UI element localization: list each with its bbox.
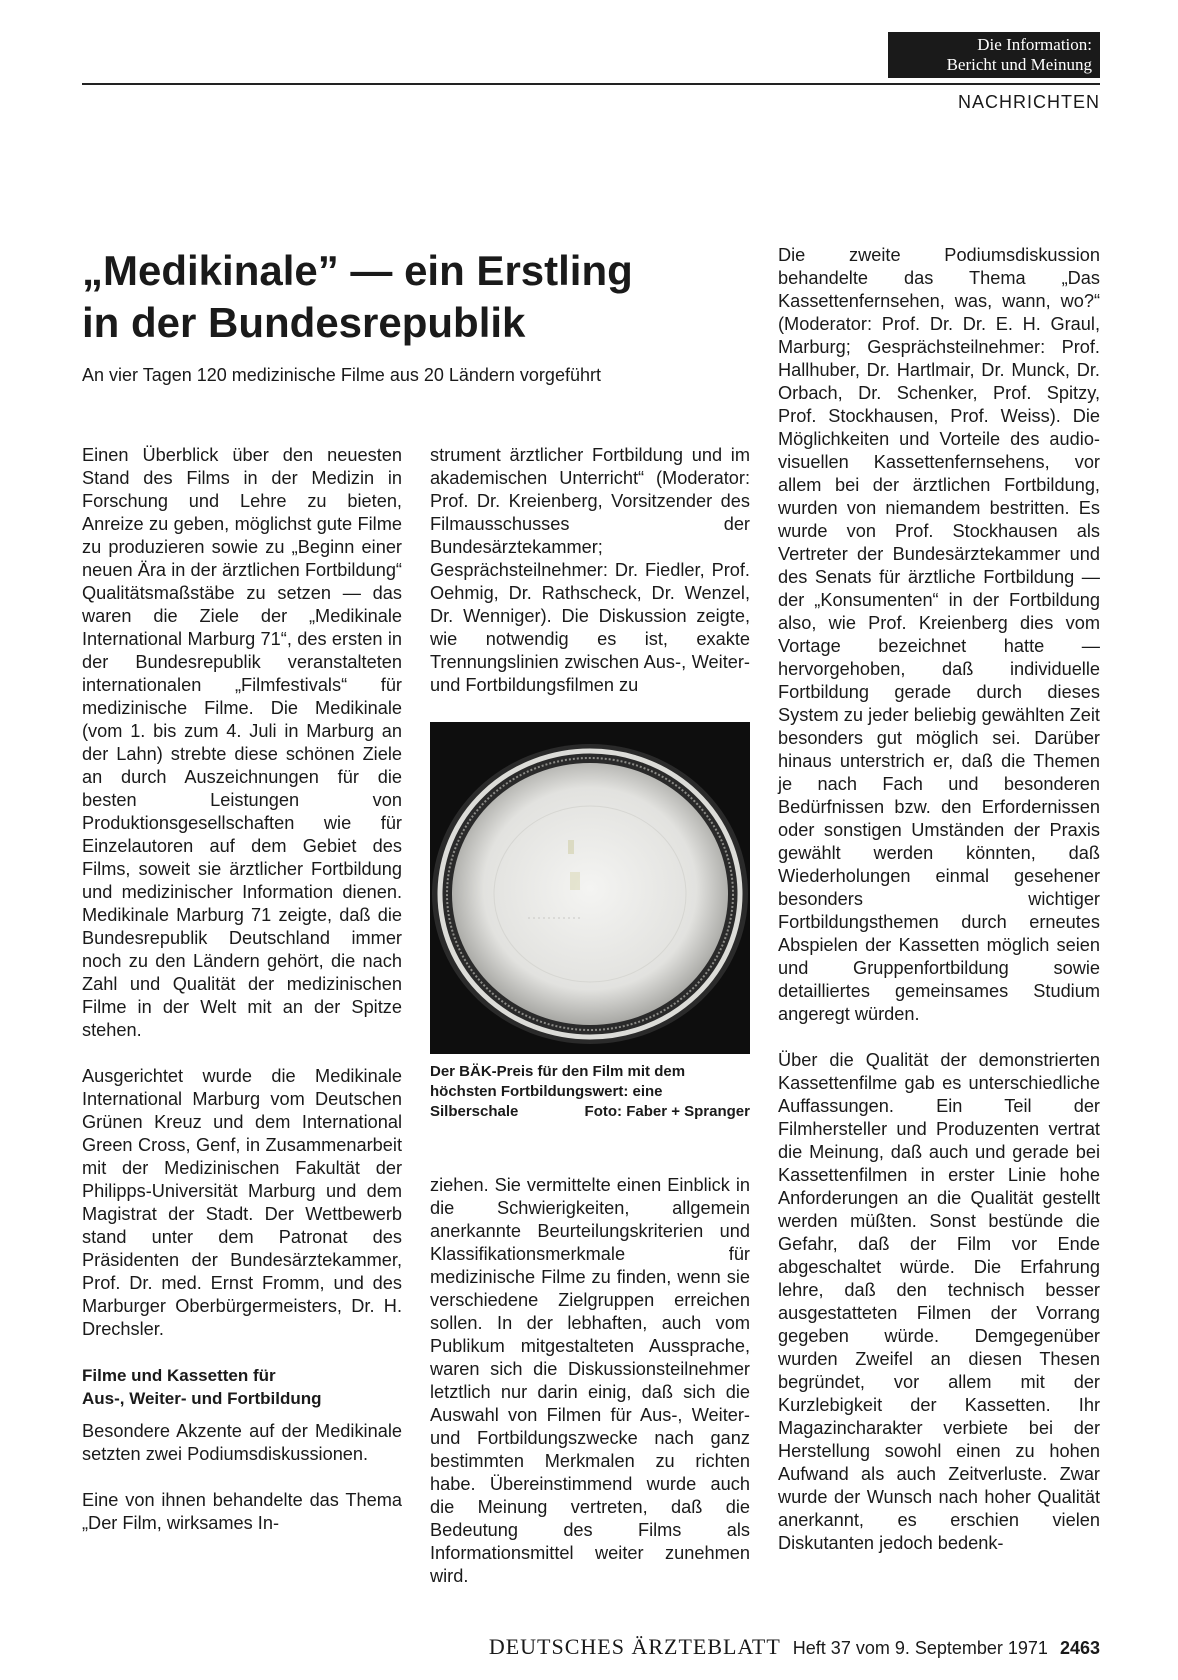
- badge-line-2: Bericht und Meinung: [946, 55, 1092, 74]
- col2-paragraph-1: strument ärztlicher Fortbildung und im akademischen Unterricht“ (Moderator: Prof. Dr. Kreienberg, Vorsitzender des Filmausschusses der Bundesärztekammer; Gesprächsteilnehmer: Dr. Fiedler, Prof. Oehmig, Dr. Rathscheck, Dr. Wenzel, Dr. Wenniger). Die Diskussion zeigte, wie notwendig es ist, exakte Trennungslinien zwischen Aus-, Weiter- und Fortbildungsfilmen zu: [430, 445, 750, 695]
- title-line-1: „Medikinale” — ein Erstling: [82, 247, 633, 294]
- header-rule: [82, 83, 1100, 85]
- silver-bowl-photo: [430, 722, 750, 1054]
- column-1: [82, 444, 402, 1558]
- badge-line-1: Die Information:: [977, 35, 1092, 54]
- heading-line-1: Filme und Kassetten für: [82, 1366, 276, 1385]
- caption-text: Der BÄK-Preis für den Film mit dem höchsten Fortbildungswert: eine Silberschale: [430, 1063, 686, 1120]
- column-2-top: [430, 444, 750, 720]
- page-number: 2463: [1059, 1638, 1100, 1658]
- heading-line-2: Aus-, Weiter- und Fortbildung: [82, 1389, 322, 1408]
- silver-bowl-image: [430, 722, 750, 1054]
- col2-paragraph-2: ziehen. Sie vermittelte einen Einblick in die Schwierigkeiten, allgemein anerkannte Beurteilungskriterien und Klassifikationsmerkmale für medizinische Filme zu finden, wenn sie verschiedene Zielgruppen erreichen sollen. In der lebhaften, auch vom Publikum mitgestalteten Aussprache, waren sich die Diskussionsteilnehmer letztlich nur darin einig, daß sich die Auswahl von Filmen für Aus-, Weiter- und Fortbildungszwecke nach ganz bestimmten Merkmalen zu richten habe. Übereinstimmend wurde auch die Meinung vertreten, daß die Bedeutung des Films als Informationsmittel weiter zunehmen wird.: [430, 1175, 750, 1586]
- col1-paragraph-3: Besondere Akzente auf der Medikinale setzten zwei Podiumsdiskussionen.: [82, 1421, 402, 1464]
- col3-paragraph-2: Über die Qualität der demonstrierten Kassettenfilme gab es unterschiedliche Auffassungen. Ein Teil der Filmhersteller und Produzenten vertrat die Meinung, daß auch und gerade bei Kassettenfilmen in erster Linie hohe Anforderungen an die Qualität gestellt werden müßten. Sonst bestünde die Gefahr, daß der Film vor Ende abgeschaltet würde. Die Erfahrung lehre, daß den technisch besser ausgestatteten Filmen der Vorrang gegeben würde. Demgegenüber wurden Zweifel an diesen Thesen begründet, vor allem mit der Kurzlebigkeit der Kassetten. Ihr Magazincharakter verbiete bei der Herstellung sowohl einen zu hohen Aufwand als auch Zeitverluste. Zwar wurde der Wunsch nach hoher Qualität anerkannt, es erschien vielen Diskutanten jedoch bedenk-: [778, 1050, 1100, 1553]
- journal-name: DEUTSCHES ÄRZTEBLATT: [488, 1634, 781, 1659]
- article-title: [82, 245, 722, 349]
- page-footer: [420, 1634, 1100, 1660]
- col1-paragraph-1: Einen Überblick über den neuesten Stand des Films in der Medizin in Forschung und Lehre zu bieten, Anreize zu geben, möglichst gute Filme zu produzieren sowie zu „Beginn einer neuen Ära in der ärztlichen Fortbildung“ Qualitätsmaßstäbe zu setzen — das waren die Ziele der „Medikinale International Marburg 71“, des ersten in der Bundesrepublik veranstalteten internationalen „Filmfestivals“ für medizinische Filme. Die Medikinale (vom 1. bis zum 4. Juli in Marburg an der Lahn) strebte diese schönen Ziele an durch Auszeichnungen für die besten Leistungen von Produktionsgesellschaften wie für Einzelautoren auf dem Gebiet des Films, soweit sie ärztlicher Fortbildung und medizinischer Information dienen. Medikinale Marburg 71 zeigte, daß die Bundesrepublik Deutschland immer noch zu den Ländern gehört, die nach Zahl und Qualität der medizinischen Filme in der Welt mit an der Spitze stehen.: [82, 445, 402, 1040]
- photo-credit: Foto: Faber + Spranger: [584, 1103, 750, 1120]
- article-subtitle: An vier Tagen 120 medizinische Filme aus 20 Ländern vorgeführt: [82, 365, 601, 385]
- section-badge: [888, 32, 1100, 78]
- col1-paragraph-2: Ausgerichtet wurde die Medikinale International Marburg vom Deutschen Grünen Kreuz und dem International Green Cross, Genf, in Zusammenarbeit mit der Medizinischen Fakultät der Philipps-Universität Marburg und dem Magistrat der Stadt. Der Wettbewerb stand unter dem Patronat des Präsidenten der Bundesärztekammer, Prof. Dr. med. Ernst Fromm, und des Marburger Oberbürgermeisters, Dr. H. Drechsler.: [82, 1066, 402, 1339]
- issue-info: Heft 37 vom 9. September 1971: [792, 1638, 1048, 1658]
- column-2-bottom: [430, 1174, 750, 1611]
- photo-caption: [430, 1062, 750, 1122]
- section-heading: [82, 1364, 402, 1410]
- col1-paragraph-4: Eine von ihnen behandelte das Thema „Der Film, wirksames In-: [82, 1490, 402, 1533]
- column-3: [778, 244, 1100, 1578]
- col3-paragraph-1: Die zweite Podiumsdiskussion behandelte das Thema „Das Kassettenfernsehen, was, wann, wo?“ (Moderator: Prof. Dr. Dr. E. H. Graul, Marburg; Gesprächsteilnehmer: Prof. Hallhuber, Dr. Hartlmair, Dr. Munck, Dr. Orbach, Dr. Schenker, Prof. Spitzy, Prof. Stockhausen, Prof. Weiss). Die Möglichkeiten und Vorteile des audio-visuellen Kassettenfernsehens, vor allem bei der ärztlichen Fortbildung, wurden von niemandem bestritten. Es wurde von Prof. Stockhausen als Vertreter der Bundesärztekammer und des Senats für ärztliche Fortbildung — der „Konsumenten“ in der Fortbildung also, wie Prof. Kreienberg dies vom Vortage bezeichnet hatte — hervorgehoben, daß individuelle Fortbildung gerade durch dieses System zu jeder beliebig gewählten Zeit besonders gut möglich sei. Darüber hinaus unterstrich er, daß die Themen je nach Fach und besonderen Bedürfnissen bzw. den Erfordernissen oder sonstigen Umständen der Praxis gewählt werden könnten, daß Wiederholungen einmal gesehener besonders wichtiger Fortbildungsthemen durch erneutes Abspielen der Kassetten möglich seien und Gruppenfortbildung sowie detailliertes gemeinsames Studium angeregt würden.: [778, 245, 1100, 1024]
- section-label: NACHRICHTEN: [957, 92, 1100, 112]
- title-line-2: in der Bundesrepublik: [82, 299, 526, 346]
